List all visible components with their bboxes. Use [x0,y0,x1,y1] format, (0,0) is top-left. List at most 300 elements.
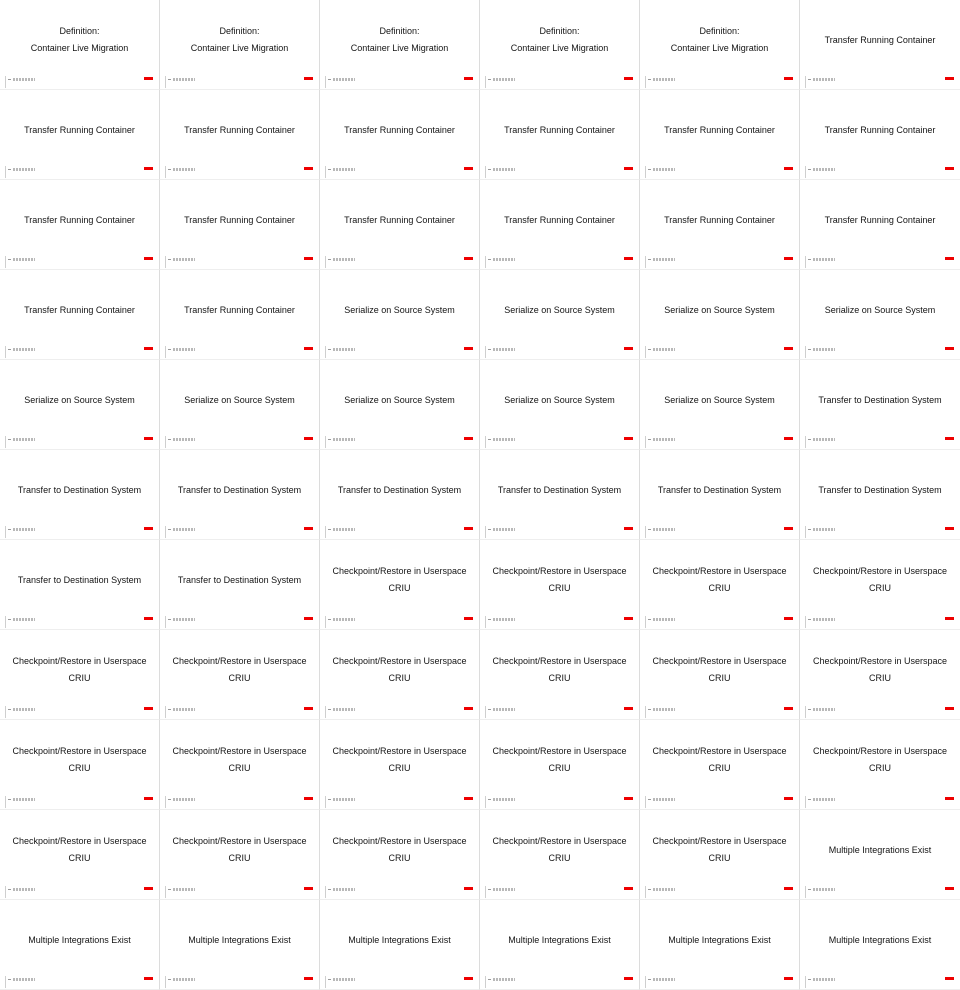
brand-logo-icon [784,887,793,890]
slide-footer [485,165,634,179]
slide-title-line: Transfer to Destination System [17,574,142,585]
slide-thumbnail[interactable] [0,900,160,990]
slide-title-line: Transfer Running Container [24,304,135,315]
slide-thumbnail[interactable] [480,360,640,450]
footer-bullet-icon [328,619,331,620]
slide-subtitle-line: Container Live Migration [510,43,609,53]
footer-bullet-icon [328,529,331,530]
slide-title-line: Checkpoint/Restore in Userspace [12,746,147,756]
footer-caption [813,528,835,531]
slide-thumbnail[interactable] [800,540,960,630]
slide-thumbnail[interactable] [320,540,480,630]
slide-thumbnail[interactable] [160,0,320,90]
footer-caption [653,258,675,261]
slide-thumbnail[interactable] [0,90,160,180]
brand-logo-icon [624,617,633,620]
slide-thumbnail[interactable] [0,450,160,540]
footer-caption [13,618,35,621]
brand-logo-icon [144,527,153,530]
footer-bullet-icon [8,349,11,350]
slide-thumbnail[interactable] [640,540,800,630]
slide-thumbnail[interactable] [800,810,960,900]
footer-bullet-icon [488,349,491,350]
footer-bullet-icon [328,79,331,80]
brand-logo-icon [304,527,313,530]
slide-thumbnail[interactable] [320,720,480,810]
footer-rule [805,976,806,988]
footer-bullet-icon [808,259,811,260]
slide-footer [485,885,634,899]
brand-logo-icon [144,257,153,260]
footer-bullet-icon [328,889,331,890]
slide-footer [805,255,955,269]
footer-rule [645,256,646,268]
footer-rule [165,436,166,448]
slide-title-line: Checkpoint/Restore in Userspace [12,656,147,666]
slide-thumbnail[interactable] [0,630,160,720]
slide-subtitle-line: Container Live Migration [670,43,769,53]
slide-subtitle-line: CRIU [228,673,251,683]
slide-title [806,810,954,890]
footer-rule [5,166,6,178]
slide-title [166,540,313,620]
slide-title [6,720,153,800]
footer-caption [493,528,515,531]
slide-thumbnail[interactable] [320,900,480,990]
slide-title-line: Transfer to Destination System [177,484,302,495]
brand-logo-icon [784,797,793,800]
brand-logo-icon [624,797,633,800]
slide-thumbnail[interactable] [640,0,800,90]
slide-title-line: Checkpoint/Restore in Userspace [812,566,948,576]
slide-title-line: Serialize on Source System [504,394,615,405]
slide-title [6,900,153,980]
slide-title [6,630,153,710]
slide-footer [485,975,634,989]
slide-thumbnail[interactable] [640,90,800,180]
slide-title [646,0,793,80]
slide-title [486,360,633,440]
slide-title [326,360,473,440]
slide-title [646,630,793,710]
slide-footer [805,975,955,989]
slide-title [166,360,313,440]
slide-thumbnail[interactable] [160,810,320,900]
slide-title-line: Transfer Running Container [504,214,615,225]
footer-bullet-icon [328,169,331,170]
slide-subtitle-line: CRIU [869,673,891,683]
slide-title-line: Checkpoint/Restore in Userspace [492,656,627,666]
slide-footer [165,525,314,539]
slide-thumbnail[interactable] [160,180,320,270]
slide-thumbnail[interactable] [160,360,320,450]
footer-caption [333,348,355,351]
brand-logo-icon [304,797,313,800]
slide-title-line: Definition: [699,26,740,36]
footer-bullet-icon [8,799,11,800]
footer-bullet-icon [488,529,491,530]
slide-thumbnail[interactable] [160,630,320,720]
footer-bullet-icon [648,169,651,170]
slide-footer [5,705,154,719]
brand-logo-icon [945,167,954,170]
footer-caption [173,528,195,531]
slide-title [6,180,153,260]
footer-bullet-icon [808,169,811,170]
slide-thumbnail[interactable] [800,630,960,720]
slide-thumbnail[interactable] [320,0,480,90]
slide-footer [325,885,474,899]
slide-title-line: Transfer to Destination System [818,484,942,495]
slide-title [486,540,633,620]
slide-thumbnail[interactable] [480,630,640,720]
slide-footer [645,435,794,449]
footer-caption [173,438,195,441]
footer-bullet-icon [488,709,491,710]
brand-logo-icon [624,527,633,530]
slide-thumbnail[interactable] [480,450,640,540]
slide-footer [325,795,474,809]
brand-logo-icon [624,257,633,260]
footer-rule [805,76,806,88]
slide-title [806,0,954,80]
footer-rule [165,526,166,538]
slide-title [646,900,793,980]
footer-rule [485,436,486,448]
footer-rule [485,706,486,718]
slide-title [166,720,313,800]
slide-title-line: Serialize on Source System [664,394,775,405]
slide-thumbnail[interactable] [640,810,800,900]
slide-thumbnail[interactable] [640,360,800,450]
slide-title-line: Checkpoint/Restore in Userspace [652,656,787,666]
slide-title [486,270,633,350]
slide-footer [325,75,474,89]
slide-thumbnail[interactable] [320,270,480,360]
footer-bullet-icon [328,439,331,440]
slide-subtitle-line: CRIU [548,763,571,773]
slide-footer [805,705,955,719]
footer-rule [805,886,806,898]
brand-logo-icon [945,527,954,530]
footer-caption [173,708,195,711]
footer-bullet-icon [488,619,491,620]
slide-thumbnail[interactable] [640,180,800,270]
footer-rule [5,526,6,538]
slide-title-line: Multiple Integrations Exist [28,934,131,945]
footer-caption [13,798,35,801]
footer-bullet-icon [328,349,331,350]
slide-thumbnail[interactable] [0,180,160,270]
footer-rule [645,166,646,178]
slide-title [6,0,153,80]
slide-thumbnail[interactable] [320,630,480,720]
slide-thumbnail[interactable] [320,180,480,270]
footer-bullet-icon [648,799,651,800]
slide-title-line: Checkpoint/Restore in Userspace [172,656,307,666]
slide-thumbnail[interactable] [800,720,960,810]
slide-thumbnail[interactable] [800,270,960,360]
slide-thumbnail[interactable] [160,270,320,360]
footer-bullet-icon [8,709,11,710]
footer-bullet-icon [328,259,331,260]
slide-thumbnail[interactable] [0,720,160,810]
slide-title-line: Serialize on Source System [24,394,135,405]
slide-title [806,90,954,170]
brand-logo-icon [464,617,473,620]
slide-thumbnail[interactable] [480,90,640,180]
footer-rule [645,976,646,988]
footer-bullet-icon [168,979,171,980]
footer-bullet-icon [648,979,651,980]
slide-footer [5,885,154,899]
brand-logo-icon [464,887,473,890]
slide-thumbnail[interactable] [480,900,640,990]
slide-title [486,90,633,170]
footer-bullet-icon [808,979,811,980]
slide-title-line: Transfer Running Container [664,214,775,225]
brand-logo-icon [304,77,313,80]
brand-logo-icon [304,707,313,710]
footer-caption [173,168,195,171]
footer-caption [333,708,355,711]
slide-thumbnail[interactable] [160,450,320,540]
footer-caption [173,348,195,351]
slide-footer [325,975,474,989]
brand-logo-icon [304,437,313,440]
footer-rule [805,796,806,808]
slide-subtitle-line: Container Live Migration [190,43,289,53]
footer-rule [325,796,326,808]
brand-logo-icon [624,437,633,440]
slide-title-line: Multiple Integrations Exist [828,844,932,855]
slide-title [6,270,153,350]
slide-footer [645,705,794,719]
slide-thumbnail[interactable] [640,270,800,360]
slide-footer [5,345,154,359]
slide-title [486,720,633,800]
footer-bullet-icon [168,259,171,260]
slide-footer [165,795,314,809]
brand-logo-icon [624,887,633,890]
slide-title [326,630,473,710]
brand-logo-icon [624,347,633,350]
slide-thumbnail[interactable] [320,90,480,180]
slide-title-line: Transfer Running Container [824,34,936,45]
slide-thumbnail[interactable] [480,180,640,270]
slide-title [486,180,633,260]
slide-title-line: Checkpoint/Restore in Userspace [492,836,627,846]
slide-title [806,900,954,980]
brand-logo-icon [464,527,473,530]
slide-thumbnail[interactable] [480,0,640,90]
footer-caption [493,258,515,261]
slide-title-line: Transfer Running Container [344,124,455,135]
footer-rule [5,886,6,898]
slide-title-line: Definition: [379,26,420,36]
slide-thumbnail[interactable] [640,720,800,810]
footer-caption [493,438,515,441]
slide-title-line: Multiple Integrations Exist [508,934,611,945]
footer-caption [493,618,515,621]
slide-subtitle-line: CRIU [708,763,731,773]
slide-title-line: Transfer to Destination System [177,574,302,585]
slide-thumbnail[interactable] [320,810,480,900]
slide-footer [485,255,634,269]
footer-caption [653,798,675,801]
brand-logo-icon [464,77,473,80]
slide-title-line: Transfer Running Container [184,304,295,315]
slide-title [326,0,473,80]
slide-thumbnail[interactable] [160,900,320,990]
footer-rule [485,256,486,268]
slide-thumbnail[interactable] [160,90,320,180]
footer-rule [325,706,326,718]
slide-title [486,0,633,80]
footer-rule [5,616,6,628]
slide-title-line: Checkpoint/Restore in Userspace [172,746,307,756]
footer-rule [805,706,806,718]
brand-logo-icon [784,167,793,170]
footer-bullet-icon [328,709,331,710]
slide-title [166,810,313,890]
slide-footer [165,75,314,89]
brand-logo-icon [464,977,473,980]
slide-footer [485,75,634,89]
footer-rule [485,346,486,358]
slide-thumbnail[interactable] [640,900,800,990]
slide-footer [645,885,794,899]
slide-title [6,540,153,620]
brand-logo-icon [945,797,954,800]
slide-thumbnail[interactable] [480,720,640,810]
slide-footer [325,705,474,719]
footer-rule [5,436,6,448]
slide-footer [5,435,154,449]
slide-title-line: Transfer Running Container [504,124,615,135]
slide-thumbnail[interactable] [0,0,160,90]
footer-bullet-icon [648,79,651,80]
slide-thumbnail[interactable] [480,270,640,360]
slide-thumbnail[interactable] [800,450,960,540]
slide-footer [805,345,955,359]
slide-thumbnail[interactable] [640,630,800,720]
slide-thumbnail[interactable] [640,450,800,540]
footer-bullet-icon [648,529,651,530]
slide-title [166,0,313,80]
footer-caption [173,78,195,81]
footer-rule [325,976,326,988]
slide-title [486,630,633,710]
footer-caption [813,798,835,801]
brand-logo-icon [784,617,793,620]
slide-title [486,450,633,530]
slide-thumbnail[interactable] [320,450,480,540]
slide-title [326,90,473,170]
slide-thumbnail[interactable] [160,720,320,810]
slide-thumbnail[interactable] [0,540,160,630]
slide-footer [645,525,794,539]
slide-title [326,450,473,530]
footer-rule [485,526,486,538]
footer-caption [333,258,355,261]
slide-title [326,180,473,260]
slide-thumbnail[interactable] [320,360,480,450]
slide-footer [165,255,314,269]
footer-rule [805,346,806,358]
slide-footer [5,615,154,629]
slide-subtitle-line: CRIU [708,853,731,863]
slide-title-line: Checkpoint/Restore in Userspace [332,746,467,756]
brand-logo-icon [144,77,153,80]
footer-rule [805,256,806,268]
footer-bullet-icon [648,709,651,710]
footer-caption [333,78,355,81]
footer-bullet-icon [168,709,171,710]
slide-thumbnail[interactable] [800,90,960,180]
footer-bullet-icon [328,979,331,980]
footer-caption [813,258,835,261]
slide-title [646,360,793,440]
footer-bullet-icon [808,439,811,440]
footer-caption [813,348,835,351]
slide-title-line: Checkpoint/Restore in Userspace [332,836,467,846]
footer-rule [485,976,486,988]
slide-footer [805,795,955,809]
slide-subtitle-line: Container Live Migration [350,43,449,53]
slide-subtitle-line: CRIU [388,673,411,683]
slide-thumbnail[interactable] [160,540,320,630]
slide-thumbnail[interactable] [0,810,160,900]
footer-rule [325,76,326,88]
slide-title-line: Checkpoint/Restore in Userspace [492,566,627,576]
slide-footer [485,525,634,539]
footer-bullet-icon [488,979,491,980]
slide-title [646,180,793,260]
footer-caption [333,168,355,171]
footer-caption [653,618,675,621]
slide-title [646,540,793,620]
footer-rule [485,76,486,88]
brand-logo-icon [784,527,793,530]
slide-thumbnail[interactable] [480,810,640,900]
slide-thumbnail[interactable] [800,900,960,990]
slide-thumbnail[interactable] [800,360,960,450]
slide-title-line: Checkpoint/Restore in Userspace [332,566,467,576]
footer-rule [645,436,646,448]
footer-rule [165,616,166,628]
slide-thumbnail[interactable] [800,0,960,90]
slide-title [6,360,153,440]
footer-bullet-icon [648,619,651,620]
footer-caption [333,438,355,441]
slide-subtitle-line: CRIU [869,763,891,773]
footer-caption [653,438,675,441]
slide-thumbnail[interactable] [800,180,960,270]
footer-caption [333,618,355,621]
slide-footer [165,165,314,179]
slide-footer [805,525,955,539]
footer-bullet-icon [8,439,11,440]
footer-caption [173,618,195,621]
footer-bullet-icon [168,799,171,800]
slide-thumbnail[interactable] [480,540,640,630]
slide-thumbnail[interactable] [0,270,160,360]
slide-thumbnail[interactable] [0,360,160,450]
footer-bullet-icon [8,169,11,170]
footer-caption [173,978,195,981]
slide-title-line: Transfer Running Container [24,214,135,225]
